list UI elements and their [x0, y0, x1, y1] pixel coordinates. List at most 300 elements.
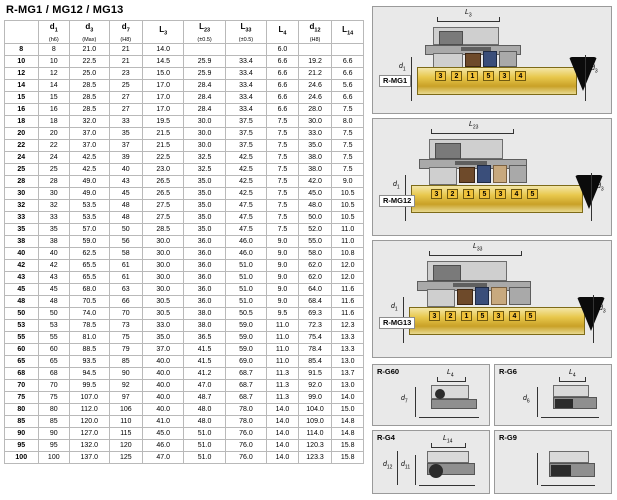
table-cell: 40.0	[143, 367, 184, 379]
dim-L4-tick-right	[585, 377, 586, 382]
table-cell: 39	[109, 151, 143, 163]
table-cell: 28.5	[143, 223, 184, 235]
table-cell: 37.0	[143, 343, 184, 355]
table-cell: 78.0	[225, 403, 266, 415]
table-cell: 41.0	[143, 415, 184, 427]
table-cell: 99.5	[70, 379, 109, 391]
table-cell: 27.5	[143, 199, 184, 211]
table-cell: 7.5	[332, 103, 364, 115]
table-cell: 42.0	[298, 175, 332, 187]
table-row	[5, 355, 364, 367]
table-cell: 45	[38, 283, 70, 295]
table-cell: 70	[5, 379, 39, 391]
table-cell: 65	[5, 355, 39, 367]
table-row	[5, 79, 364, 91]
baseline	[419, 485, 475, 486]
table-cell: 35.0	[298, 139, 332, 151]
table-cell: 32.5	[184, 151, 225, 163]
rubber-section	[551, 465, 571, 476]
seal-ring-brown	[457, 289, 473, 305]
table-cell: 45	[109, 187, 143, 199]
table-cell: 80	[5, 403, 39, 415]
table-cell: 110	[109, 415, 143, 427]
table-cell: 25	[109, 79, 143, 91]
table-cell: 17.0	[143, 91, 184, 103]
table-row	[5, 295, 364, 307]
table-cell: 47.0	[143, 451, 184, 463]
table-cell: 8	[5, 43, 39, 55]
table-cell: 36.5	[184, 331, 225, 343]
table-cell: 28.5	[70, 79, 109, 91]
dim-L23-line	[431, 133, 513, 134]
table-cell: 48.0	[184, 403, 225, 415]
table-cell: 56	[109, 235, 143, 247]
table-cell: 6.6	[332, 55, 364, 67]
callout-2: 1	[467, 71, 478, 81]
table-cell: 19.2	[298, 55, 332, 67]
table-cell	[332, 43, 364, 55]
table-cell: 18	[38, 115, 70, 127]
table-cell: 35	[5, 223, 39, 235]
table-cell: 11.3	[267, 391, 299, 403]
table-cell: 43	[38, 271, 70, 283]
table-cell: 72.3	[298, 319, 332, 331]
table-cell: 21.0	[70, 43, 109, 55]
table-cell: 46.0	[225, 235, 266, 247]
table-cell: 30.0	[143, 247, 184, 259]
table-cell: 53.5	[70, 199, 109, 211]
callout-2: 1	[463, 189, 474, 199]
table-cell: 41.5	[184, 343, 225, 355]
dim-L33-tick-right	[521, 251, 522, 256]
dim-d3-label: $d_3$	[599, 305, 606, 315]
table-cell: 36.0	[184, 271, 225, 283]
table-cell: 24	[5, 151, 39, 163]
table-row	[5, 247, 364, 259]
baseline	[541, 417, 599, 418]
table-cell: 100	[38, 451, 70, 463]
table-cell: 100	[5, 451, 39, 463]
table-cell: 69.0	[225, 355, 266, 367]
table-cell: 80	[38, 403, 70, 415]
table-cell: 59.0	[225, 319, 266, 331]
dim-L3-tick-left	[437, 17, 438, 22]
table-cell: 13.0	[332, 355, 364, 367]
seal-ring-brown	[465, 53, 481, 67]
seal-ring-blue	[477, 165, 491, 183]
table-cell: 43	[5, 271, 39, 283]
table-cell: 30.0	[143, 259, 184, 271]
table-row	[5, 55, 364, 67]
table-cell: 7.5	[267, 115, 299, 127]
table-row	[5, 187, 364, 199]
table-cell: 16	[38, 103, 70, 115]
table-row	[5, 391, 364, 403]
col-head-4: $L_3$	[143, 21, 184, 44]
table-cell: 25	[38, 163, 70, 175]
table-cell: 45.0	[143, 427, 184, 439]
table-cell: 75	[109, 331, 143, 343]
table-row	[5, 439, 364, 451]
table-cell: 11.6	[332, 283, 364, 295]
table-cell: 9.0	[267, 235, 299, 247]
table-cell: 99.0	[298, 391, 332, 403]
table-cell: 41.2	[184, 367, 225, 379]
callout-0: 3	[431, 189, 442, 199]
table-cell: 10.5	[332, 211, 364, 223]
callout-3: 5	[483, 71, 494, 81]
col-head-2: $d_3$ (Max)	[70, 21, 109, 44]
table-cell: 30.0	[143, 235, 184, 247]
table-cell: 14.0	[267, 439, 299, 451]
table-cell: 95	[38, 439, 70, 451]
table-cell: 11.6	[332, 307, 364, 319]
baseline	[541, 485, 595, 486]
table-cell: 132.0	[70, 439, 109, 451]
table-row	[5, 307, 364, 319]
table-cell: 33.4	[225, 91, 266, 103]
table-cell: 25.9	[184, 55, 225, 67]
spring	[453, 283, 487, 287]
seal-profile-top	[427, 451, 469, 463]
table-cell: 61	[109, 259, 143, 271]
table-row	[5, 43, 364, 55]
table-cell: 51.0	[225, 295, 266, 307]
table-cell: 25.9	[184, 67, 225, 79]
dim-d12-line	[397, 451, 398, 485]
dim-L4-tick-left	[437, 377, 438, 382]
table-cell: 90	[109, 367, 143, 379]
callout-0: 3	[429, 311, 440, 321]
table-cell: 14.0	[332, 391, 364, 403]
table-cell: 14	[5, 79, 39, 91]
dim-d3-label: $d_3$	[597, 183, 604, 193]
dim-L33-label: $L_{33}$	[473, 243, 483, 253]
table-cell: 47.0	[184, 379, 225, 391]
table-cell: 48	[109, 211, 143, 223]
table-cell	[184, 43, 225, 55]
baseline	[419, 417, 479, 418]
table-cell: 15.8	[332, 451, 364, 463]
table-cell	[298, 43, 332, 55]
table-cell: 53.5	[70, 211, 109, 223]
dim-d1-label: $d_1$	[391, 303, 398, 313]
table-cell: 11.0	[267, 331, 299, 343]
col-head-6: $L_{33}$ (±0.5)	[225, 21, 266, 44]
housing-slot	[435, 143, 461, 159]
dim-L4-label: $L_4$	[447, 369, 454, 379]
table-row	[5, 175, 364, 187]
table-cell: 28.5	[70, 91, 109, 103]
dim-d3-label: $d_3$	[591, 65, 598, 75]
seal-profile-base	[431, 399, 477, 409]
table-cell: 36.0	[184, 283, 225, 295]
table-cell: 7.5	[267, 175, 299, 187]
table-cell: 112.0	[70, 403, 109, 415]
table-cell: 57.0	[70, 223, 109, 235]
table-cell: 70	[109, 307, 143, 319]
table-cell: 43	[109, 175, 143, 187]
table-row	[5, 259, 364, 271]
table-cell: 22.5	[143, 151, 184, 163]
table-cell: 55.0	[298, 235, 332, 247]
dim-d6-line	[537, 387, 538, 417]
dim-L23-tick-left	[431, 129, 432, 134]
table-cell: 68.7	[225, 379, 266, 391]
table-cell: 76.0	[225, 427, 266, 439]
dim-L23-label: $L_{23}$	[469, 121, 479, 131]
table-cell: 15.0	[143, 67, 184, 79]
dim-d3-line	[593, 295, 594, 343]
table-cell	[225, 43, 266, 55]
table-cell: 13.3	[332, 331, 364, 343]
diagram-panel-g9	[494, 430, 612, 494]
table-cell: 28.4	[184, 91, 225, 103]
callout-1: 2	[447, 189, 458, 199]
table-cell: 76.0	[225, 451, 266, 463]
table-cell: 120.3	[298, 439, 332, 451]
table-cell: 12.0	[332, 271, 364, 283]
dim-L4-line	[437, 381, 465, 382]
table-cell: 23	[109, 67, 143, 79]
panel-label-g9: R-G9	[499, 433, 517, 442]
table-cell: 30.0	[143, 283, 184, 295]
table-cell: 14.0	[267, 427, 299, 439]
table-cell: 35.0	[184, 187, 225, 199]
table-cell: 15.8	[332, 439, 364, 451]
table-cell: 5.6	[332, 79, 364, 91]
table-cell: 32	[38, 199, 70, 211]
table-cell: 33	[5, 211, 39, 223]
table-cell: 9.0	[267, 295, 299, 307]
table-cell: 37	[109, 139, 143, 151]
table-cell: 32.0	[70, 115, 109, 127]
panel-label-mg13: R-MG13	[379, 317, 415, 329]
dim-L4-line	[559, 381, 585, 382]
table-cell: 33.4	[225, 103, 266, 115]
table-cell: 9.5	[267, 307, 299, 319]
page-title: R-MG1 / MG12 / MG13	[6, 4, 124, 16]
table-cell: 40.0	[143, 379, 184, 391]
col-head-5: $L_{23}$ (±0.5)	[184, 21, 225, 44]
table-cell: 85.4	[298, 355, 332, 367]
table-cell: 47.5	[225, 223, 266, 235]
table-cell: 13.3	[332, 343, 364, 355]
table-cell: 92.0	[298, 379, 332, 391]
table-cell: 7.5	[332, 163, 364, 175]
table-cell: 40.0	[143, 403, 184, 415]
table-cell: 62.0	[298, 259, 332, 271]
table-cell: 68.7	[225, 367, 266, 379]
table-cell: 6.6	[267, 91, 299, 103]
dim-L33-line	[429, 255, 521, 256]
table-cell: 6.6	[267, 103, 299, 115]
panel-label-g6: R-G6	[499, 367, 517, 376]
table-cell: 11.3	[267, 367, 299, 379]
table-cell: 36.0	[184, 259, 225, 271]
table-cell: 75	[5, 391, 39, 403]
table-cell: 42.5	[225, 175, 266, 187]
table-cell: 65.5	[70, 271, 109, 283]
table-cell: 48.7	[184, 391, 225, 403]
seal-ring-1	[427, 289, 455, 307]
housing-slot	[433, 265, 461, 281]
table-cell: 33	[109, 115, 143, 127]
table-cell: 59.0	[225, 331, 266, 343]
table-cell: 85	[5, 415, 39, 427]
table-cell: 28.0	[298, 103, 332, 115]
table-cell: 75.4	[298, 331, 332, 343]
table-cell: 27	[109, 103, 143, 115]
diagram-panel-g4	[372, 430, 490, 494]
table-cell: 26.5	[143, 175, 184, 187]
table-cell: 48	[109, 199, 143, 211]
table-cell: 7.5	[267, 163, 299, 175]
dim-L4-tick-right	[465, 377, 466, 382]
table-cell: 41.5	[184, 355, 225, 367]
table-cell: 47.5	[225, 199, 266, 211]
table-cell: 55	[38, 331, 70, 343]
table-cell: 51.0	[184, 451, 225, 463]
table-row	[5, 211, 364, 223]
table-row	[5, 91, 364, 103]
seal-ring-2	[509, 165, 527, 183]
table-cell: 94.5	[70, 367, 109, 379]
table-cell: 38.0	[298, 151, 332, 163]
table-cell: 37.5	[225, 139, 266, 151]
col-head-3: $d_7$ (H8)	[109, 21, 143, 44]
table-cell: 6.6	[332, 91, 364, 103]
seal-profile-top	[553, 385, 589, 397]
table-cell: 22.5	[70, 55, 109, 67]
table-cell: 33.0	[298, 127, 332, 139]
table-cell: 114.0	[298, 427, 332, 439]
table-cell: 11.0	[267, 319, 299, 331]
table-cell: 92	[109, 379, 143, 391]
table-cell: 78.4	[298, 343, 332, 355]
table-cell: 6.6	[332, 67, 364, 79]
table-cell: 62.0	[298, 271, 332, 283]
table-cell: 35	[109, 127, 143, 139]
table-cell: 13.7	[332, 367, 364, 379]
table-cell: 85	[38, 415, 70, 427]
panel-label-g60: R-G60	[377, 367, 400, 376]
table-cell: 14.0	[267, 415, 299, 427]
table-cell: 7.5	[267, 211, 299, 223]
dim-L23-tick-right	[513, 129, 514, 134]
table-cell: 81.0	[70, 331, 109, 343]
dim-d3-line	[585, 55, 586, 101]
table-row	[5, 127, 364, 139]
table-row	[5, 223, 364, 235]
table-cell: 7.5	[332, 139, 364, 151]
table-cell: 9.0	[267, 271, 299, 283]
callout-6: 5	[525, 311, 536, 321]
table-cell: 15	[38, 91, 70, 103]
table-cell: 42.5	[225, 151, 266, 163]
table-cell: 7.5	[267, 151, 299, 163]
table-cell: 12.0	[332, 259, 364, 271]
diagram-panel-mg12	[372, 118, 612, 236]
dim-d6-label: $d_6$	[523, 395, 530, 405]
diagram-panel-mg13	[372, 240, 612, 358]
table-cell: 68.7	[225, 391, 266, 403]
table-cell: 30.0	[184, 115, 225, 127]
table-cell: 19.5	[143, 115, 184, 127]
table-cell: 107.0	[70, 391, 109, 403]
rubber-section	[555, 399, 573, 408]
callout-1: 2	[445, 311, 456, 321]
table-row	[5, 379, 364, 391]
table-cell: 28.4	[184, 79, 225, 91]
spec-table-body	[5, 43, 364, 463]
table-cell: 27	[109, 91, 143, 103]
table-cell: 9.0	[332, 175, 364, 187]
table-cell: 24.6	[298, 79, 332, 91]
table-cell: 23.0	[143, 163, 184, 175]
table-cell: 25	[5, 163, 39, 175]
table-cell: 78.0	[225, 415, 266, 427]
diagram-panel-g60	[372, 364, 490, 426]
table-cell: 48	[5, 295, 39, 307]
table-cell: 46.0	[143, 439, 184, 451]
table-cell: 7.5	[267, 127, 299, 139]
table-cell: 51.0	[225, 271, 266, 283]
table-cell: 78.5	[70, 319, 109, 331]
table-cell: 35.0	[143, 331, 184, 343]
table-cell: 32	[5, 199, 39, 211]
table-cell: 49.0	[70, 175, 109, 187]
col-head-1: $d_1$ (h6)	[38, 21, 70, 44]
table-cell: 109.0	[298, 415, 332, 427]
table-cell: 7.5	[332, 127, 364, 139]
table-cell: 38	[38, 235, 70, 247]
table-cell: 76.0	[225, 439, 266, 451]
table-cell: 7.5	[332, 151, 364, 163]
table-cell: 21	[109, 43, 143, 55]
table-cell: 28	[5, 175, 39, 187]
table-cell: 123.3	[298, 451, 332, 463]
callout-5: 4	[509, 311, 520, 321]
table-cell: 45.0	[298, 187, 332, 199]
table-cell: 42.5	[70, 163, 109, 175]
table-cell: 38	[5, 235, 39, 247]
table-cell: 63	[109, 283, 143, 295]
table-cell: 61	[109, 271, 143, 283]
table-cell: 33	[38, 211, 70, 223]
table-row	[5, 163, 364, 175]
table-cell: 62.5	[70, 247, 109, 259]
dim-d3-line	[591, 173, 592, 221]
dim-L14-label: $L_{14}$	[443, 435, 453, 445]
callout-3: 5	[477, 311, 488, 321]
table-cell: 24.6	[298, 91, 332, 103]
table-cell: 85	[109, 355, 143, 367]
table-cell: 36.0	[184, 235, 225, 247]
dim-L14-tick-left	[431, 443, 432, 448]
table-cell: 65.5	[70, 259, 109, 271]
col-head-7: $L_4$	[267, 21, 299, 44]
table-cell: 53	[38, 319, 70, 331]
spec-table	[4, 20, 364, 464]
table-cell: 28	[38, 175, 70, 187]
table-cell: 30.0	[184, 127, 225, 139]
table-cell: 53	[5, 319, 39, 331]
table-cell: 11.3	[267, 379, 299, 391]
table-cell: 38.0	[184, 319, 225, 331]
table-cell: 50	[38, 307, 70, 319]
table-row	[5, 403, 364, 415]
